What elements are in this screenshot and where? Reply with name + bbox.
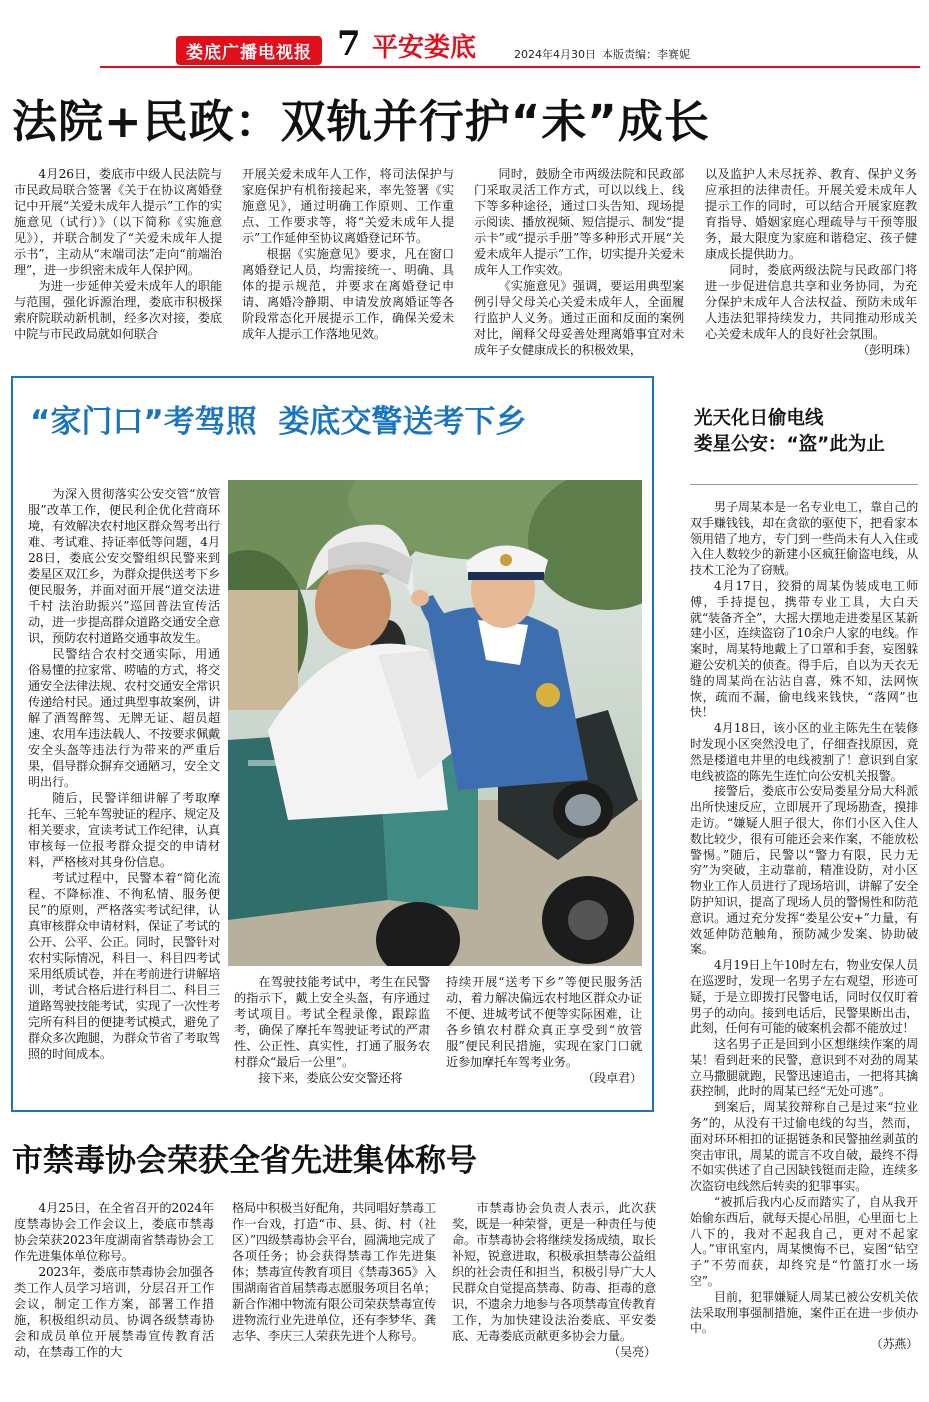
article3-title-rule [690, 484, 918, 485]
news-photo [228, 480, 642, 966]
article4-paragraph: 市禁毒协会负责人表示，此次获奖，既是一种荣誉，更是一种责任与使命。市禁毒协会将继续发扬成绩，取长补短，锐意进取，积极承担禁毒公益组织的社会责任和担当，积极引导广大人民群众自觉提高禁毒、防毒、拒毒的意识，不遗余力地参与各项禁毒宣传教育工作，为加快建设法治娄底、平安娄底、无毒娄底贡献更多协会力量。 [452, 1201, 656, 1343]
article2-paragraph: 持续开展“送考下乡”等便民服务活动，着力解决偏远农村地区群众办证不便、进城考试不便等实际困难，让各乡镇农村群众真正享受到“放管服”便民利民措施，实现在家门口就近参加摩托车驾考业务。 [446, 975, 642, 1069]
article1-column-3 [474, 166, 684, 366]
article2-headline: “家门口”考驾照 娄底交警送考下乡 [30, 404, 527, 440]
article3-headline: 光天化日偷电线 娄星公安：“盗”此为止 [694, 408, 885, 455]
article1-paragraph: 开展关爱未成年人工作，将司法保护与家庭保护有机衔接起来，率先签署《实施意见》，通过明确工作原则、工作重点、工作要求等，将“关爱未成年人提示”工作延伸至协议离婚登记环节。 [242, 167, 454, 245]
article2-paragraph: 考试过程中，民警本着“简化流程、不降标准、不徇私情、服务便民”的原则，严格落实考试纪律，认真审核群众申请材料，保证了考试的公开、公平、公正。同时，民警针对农村实际情况，科目一、科目四考试采用纸质试卷，并在考前进行讲解培训，考试合格后进行科目二、科目三道路驾驶技能考试，实现了一次性考完所有科目的便捷考试模式，避免了群众多次跑腿，为群众节省了考取驾照的时间成本。 [28, 871, 220, 1061]
article3-paragraph: 男子周某本是一名专业电工，靠自己的双手赚钱钱，却在贪欲的驱使下，把看家本领用错了地方，专门到一些尚未有人入住或入住人数较少的新建小区疯狂偷盗电线，从技术工沦为了窃贼。 [690, 500, 918, 578]
section-title: 平安娄底 [372, 33, 477, 63]
article1-byline: （彭明珠） [857, 343, 917, 357]
paper-name-badge: 娄底广播电视报 [176, 36, 322, 65]
header-rule [100, 66, 920, 68]
article2-paragraph: 民警结合农村交通实际，用通俗易懂的拉家常、唠嗑的方式，将交通安全法律法规、农村交通安全常识传递给村民。通过典型事故案例，讲解了酒驾醉驾、无牌无证、超员超速、农用车违法载人、不按要求佩戴安全头盔等违法行为带来的严重后果，倡导群众摒弃交通陋习，安全文明出行。 [28, 647, 220, 789]
article1-column-4 [705, 166, 917, 366]
article3-paragraph: 这名男子正是回到小区想继续作案的周某！看到赶来的民警，意识到不对劲的周某立马撒腿就跑，民警迅速追击，一把将其擒获控制，此时的周某已经“无处可逃”。 [690, 1037, 918, 1099]
article1-column-2 [242, 166, 454, 366]
article1-paragraph: 4月26日，娄底市中级人民法院与市民政局联合签署《关于在协议离婚登记中开展“关爱未成年人提示”工作的实施意见（试行）》（以下简称《实施意见》），并联合制发了“关爱未成年人提示书”，主动从“末端司法”走向“前端治理”，进一步织密未成年人保护网。 [14, 167, 222, 277]
article3-byline: （苏燕） [870, 1337, 918, 1352]
article2-paragraph: 随后，民警详细讲解了考取摩托车、三轮车驾驶证的程序、规定及相关要求，宣读考试工作纪律，认真审核每一位报考群众提交的申请材料，严格核对其身份信息。 [28, 791, 220, 869]
article1-paragraph: 《实施意见》强调，要运用典型案例引导父母关心关爱未成年人，全面履行监护人义务。通过正面和反面的案例对比，阐释父母妥善处理离婚事宜对未成年子女健康成长的积极效果， [474, 279, 684, 357]
article4-column-3 [452, 1200, 656, 1390]
article4-paragraph: 4月25日，在全省召开的2024年度禁毒协会工作会议上，娄底市禁毒协会荣获2023年度湖南省禁毒协会工作先进集体单位称号。 [14, 1201, 214, 1263]
article3-paragraph: 目前，犯罪嫌疑人周某已被公安机关依法采取刑事强制措施，案件正在进一步侦办中。 [690, 1289, 918, 1336]
article1-column-1 [14, 166, 222, 366]
article1-paragraph: 同时，鼓励全市两级法院和民政部门采取灵活工作方式，可以以线上、线下等多种途径，通过口头告知、现场提示阅读、播放视频、短信提示、制发“提示卡”或“提示手册”等多种形式开展“关爱未成年人提示”工作，切实提升关爱未成年人工作实效。 [474, 167, 684, 277]
article2-column-3 [446, 974, 642, 1094]
article4-byline: （吴亮） [608, 1345, 656, 1359]
traffic-police-photo [228, 480, 642, 966]
article3-paragraph: “被抓后我内心反而踏实了，自从我开始偷东西后，就每天提心吊胆，心里面七上八下的，我对不起我自己，更对不起家人。”审讯室内，周某懊悔不已，妄图“钻空子”不劳而获，却终究是“竹篮打水一场空”。 [690, 1195, 918, 1289]
article2-paragraph: 为深入贯彻落实公安交管“放管服”改革工作，便民利企优化营商环境，有效解决农村地区群众驾考出行难、考试难、持证率低等问题，4月28日，娄底公安交警组织民警来到娄星区双江乡，为群众提供送考下乡便民服务，并面对面开展“道交法进千村 法治助振兴”巡回普法宣传活动，进一步提高群众道路交通安全意识，预防农村道路交通事故发生。 [28, 487, 220, 645]
article1-paragraph: 同时，娄底两级法院与民政部门将进一步促进信息共享和业务协同，为充分保护未成年人合法权益、预防未成年人违法犯罪持续发力，共同推动形成关心关爱未成年人的良好社会氛围。 [705, 263, 917, 341]
page-header [0, 0, 929, 72]
page-editor: 本版责编：李赛妮 [602, 48, 690, 61]
article4-column-1 [14, 1200, 214, 1390]
article3-paragraph: 4月18日，该小区的业主陈先生在装修时发现小区突然没电了，仔细查找原因，竟然是楼道电井里的电线被割了！意识到自家电线被盗的陈先生连忙向公安机关报警。 [690, 721, 918, 783]
article3-paragraph: 到案后，周某狡辩称自己是过来“拉业务”的，从没有干过偷电线的勾当，然而，面对环环相扣的证据链条和民警抽丝剥茧的突击审讯，周某的谎言不攻自破，最终不得不如实供述了自己因缺钱铤而走险，连续多次盗窃电线然后转卖的犯罪事实。 [690, 1100, 918, 1194]
article1-paragraph: 根据《实施意见》要求，凡在窗口离婚登记人员，均需接统一、明确、具体的提示规范，并要求在离婚登记申请、离婚冷静期、申请发放离婚证等各阶段常态化开展提示工作，确保关爱未成年人提示工作落地见效。 [242, 247, 454, 341]
article2-paragraph: 接下来，娄底公安交警还将 [258, 1071, 403, 1085]
page-number: 7 [337, 24, 361, 64]
article3-body [690, 500, 918, 1388]
article2-column-1 [28, 486, 220, 1072]
article3-paragraph: 4月17日，狡猾的周某伪装成电工师傅，手持提包，携带专业工具，大白天就“装备齐全”，大摇大摆地走进娄星区某新建小区，连续盗窃了10余户人家的电线。作案时，周某特地戴上了口罩和手套，妄图躲避公安机关的侦查。得手后，自以为天衣无缝的周某尚在沾沾自喜，殊不知，法网恢恢，疏而不漏，偷电线来钱快，“落网”也快！ [690, 578, 918, 720]
article3-paragraph: 4月19日上午10时左右，物业安保人员在巡逻时，发现一名男子左右观望，形迹可疑，于是立即拨打民警电话，同时仅仅盯着男子的动向。接到电话后，民警果断出击，此刻，任何有可能的破案机会都不能放过！ [690, 958, 918, 1036]
article4-headline: 市禁毒协会荣获全省先进集体称号 [12, 1143, 477, 1179]
article1-headline: 法院+民政：双轨并行护“未”成长 [12, 95, 710, 148]
article2-column-2 [234, 974, 430, 1094]
article2-byline: （段卓君） [582, 1071, 642, 1085]
article4-paragraph: 格局中积极当好配角，共同唱好禁毒工作一台戏，打造“市、县、街、村（社区）”四级禁毒协会平台，圆满地完成了各项任务；协会获得禁毒工作先进集体；禁毒宣传教育项目《禁毒365》入围湖南省首届禁毒志愿服务项目名单；新合作湘中物流有限公司荣获禁毒宣传进物流行业先进单位，还有李梦华、龚志华、李庆三人荣获先进个人称号。 [232, 1201, 436, 1343]
article1-paragraph: 以及监护人未尽抚养、教育、保护义务应承担的法律责任。开展关爱未成年人提示工作的同时，可以结合开展家庭教育指导、婚姻家庭心理疏导与干预等服务，最大限度为家庭和谐稳定、孩子健康成长提供助力。 [705, 167, 917, 261]
article2-paragraph: 在驾驶技能考试中，考生在民警的指示下，戴上安全头盔，有序通过考试项目。考试全程录像，跟踪监考，确保了摩托车驾驶证考试的严肃性、公正性、真实性，打通了服务农村群众“最后一公里”。 [234, 975, 430, 1069]
article4-paragraph: 2023年，娄底市禁毒协会加强各类工作人员学习培训，分层召开工作会议，制定工作方案，部署工作措施，积极组织动员、协调各级禁毒协会和成员单位开展禁毒宣传教育活动，在禁毒工作的大 [14, 1265, 214, 1359]
article1-paragraph: 为进一步延伸关爱未成年人的职能与范围，强化诉源治理，娄底市积极探索府院联动新机制，经多次对接，娄底中院与市民政局就如何联合 [14, 279, 222, 341]
article3-paragraph: 接警后，娄底市公安局娄星分局大科派出所快速反应，立即展开了现场勘查，摸排走访。“嫌疑人胆子很大，你们小区入住人数比较少，很有可能还会来作案，不能放松警惕。”随后，民警以“警力有限，民力无穷”为突破，主动靠前，精准设防，对小区物业工作人员进行了现场培训，讲解了安全防护知识，提高了现场人员的警惕性和防范意识。通过充分发挥“娄星公安+”力量，有效延伸防范触角，预防减少发案、协助破案。 [690, 784, 918, 957]
issue-date: 2024年4月30日 [514, 48, 596, 61]
article4-column-2 [232, 1200, 436, 1390]
